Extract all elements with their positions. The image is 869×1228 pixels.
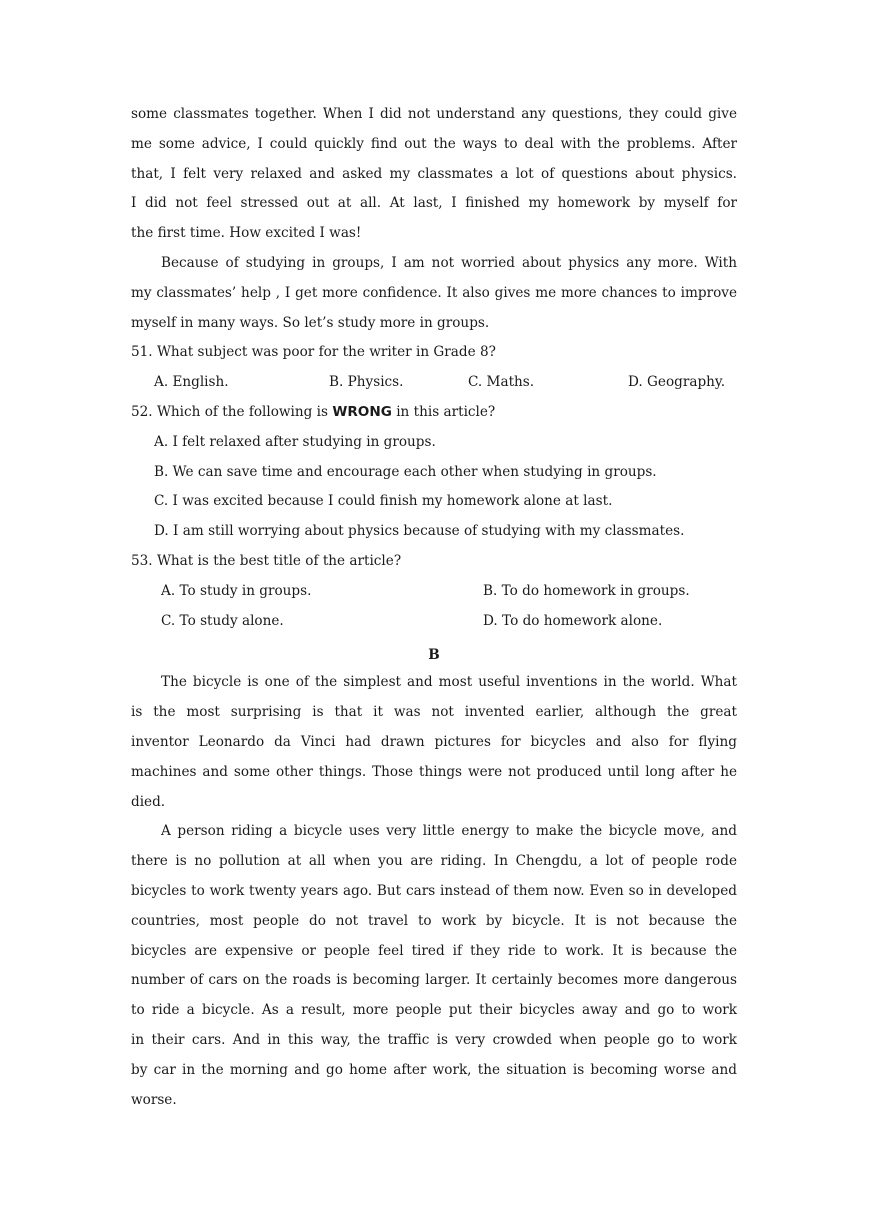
option-c: C. To study alone. xyxy=(161,612,284,629)
stem-text: 52. Which of the following is xyxy=(131,403,333,420)
section-heading: B xyxy=(428,647,440,664)
passage-a-paragraph-2 xyxy=(131,249,737,338)
options-row xyxy=(131,577,737,607)
passage-b-paragraph-1 xyxy=(131,668,737,817)
question-51 xyxy=(131,338,737,398)
text-line: there is no pollution at all when you are riding. In Chengdu, a lot of people rode xyxy=(131,853,737,870)
text-line: died. xyxy=(131,793,166,810)
text-line: that, I felt very relaxed and asked my classmates a lot of questions about physics. xyxy=(131,165,737,182)
question-stem: 51. What subject was poor for the writer in Grade 8? xyxy=(131,344,496,361)
option-c: C. Maths. xyxy=(468,374,535,391)
text-line: number of cars on the roads is becoming larger. It certainly becomes more dangerous xyxy=(131,972,737,989)
option-b: B. To do homework in groups. xyxy=(483,582,690,599)
option-d: D. To do homework alone. xyxy=(483,612,663,629)
text-line: by car in the morning and go home after work, the situation is becoming worse and xyxy=(131,1061,737,1078)
text-line: the first time. How excited I was! xyxy=(131,225,362,242)
option-b: B. We can save time and encourage each other when studying in groups. xyxy=(154,463,657,480)
passage-a-paragraph-1 xyxy=(131,100,737,249)
options-row xyxy=(131,607,737,637)
text-line: myself in many ways. So let’s study more in groups. xyxy=(131,314,490,331)
question-53 xyxy=(131,547,737,636)
text-line: A person riding a bicycle uses very little energy to make the bicycle move, and xyxy=(161,823,737,840)
text-line: countries, most people do not travel to work by bicycle. It is not because the xyxy=(131,912,737,929)
text-line: inventor Leonardo da Vinci had drawn pictures for bicycles and also for flying xyxy=(131,733,737,750)
options-row xyxy=(131,368,737,398)
text-line: bicycles to work twenty years ago. But cars instead of them now. Even so in developed xyxy=(131,882,737,899)
text-line: The bicycle is one of the simplest and most useful inventions in the world. What xyxy=(161,674,737,691)
option-d: D. Geography. xyxy=(628,374,726,391)
text-line: to ride a bicycle. As a result, more people put their bicycles away and go to work xyxy=(131,1002,737,1019)
option-a: A. I felt relaxed after studying in groups. xyxy=(154,433,436,450)
text-line: I did not feel stressed out at all. At last, I finished my homework by myself for xyxy=(131,195,737,212)
question-stem xyxy=(131,398,737,428)
text-line: my classmates’ help , I get more confidence. It also gives me more chances to improve xyxy=(131,284,737,301)
passage-b-paragraph-2 xyxy=(131,817,737,1115)
question-52 xyxy=(131,398,737,547)
question-stem: 53. What is the best title of the article? xyxy=(131,552,402,569)
stem-text: in this article? xyxy=(391,403,496,420)
text-line: Because of studying in groups, I am not worried about physics any more. With xyxy=(161,254,737,271)
text-line: me some advice, I could quickly find out the ways to deal with the problems. After xyxy=(131,135,737,152)
option-a: A. English. xyxy=(154,374,229,391)
text-line: machines and some other things. Those things were not produced until long after he xyxy=(131,763,737,780)
text-line: some classmates together. When I did not understand any questions, they could give xyxy=(131,106,737,122)
option-d: D. I am still worrying about physics because of studying with my classmates. xyxy=(154,523,685,540)
option-b: B. Physics. xyxy=(329,374,404,391)
document-page xyxy=(131,100,737,1115)
text-line: bicycles are expensive or people feel tired if they ride to work. It is because the xyxy=(131,942,737,959)
option-c: C. I was excited because I could finish my homework alone at last. xyxy=(154,493,613,510)
text-line: in their cars. And in this way, the traffic is very crowded when people go to work xyxy=(131,1031,737,1048)
text-line: is the most surprising is that it was not invented earlier, although the great xyxy=(131,704,737,721)
emphasis-word: WRONG xyxy=(332,403,392,420)
option-a: A. To study in groups. xyxy=(161,582,312,599)
text-line: worse. xyxy=(131,1091,177,1108)
